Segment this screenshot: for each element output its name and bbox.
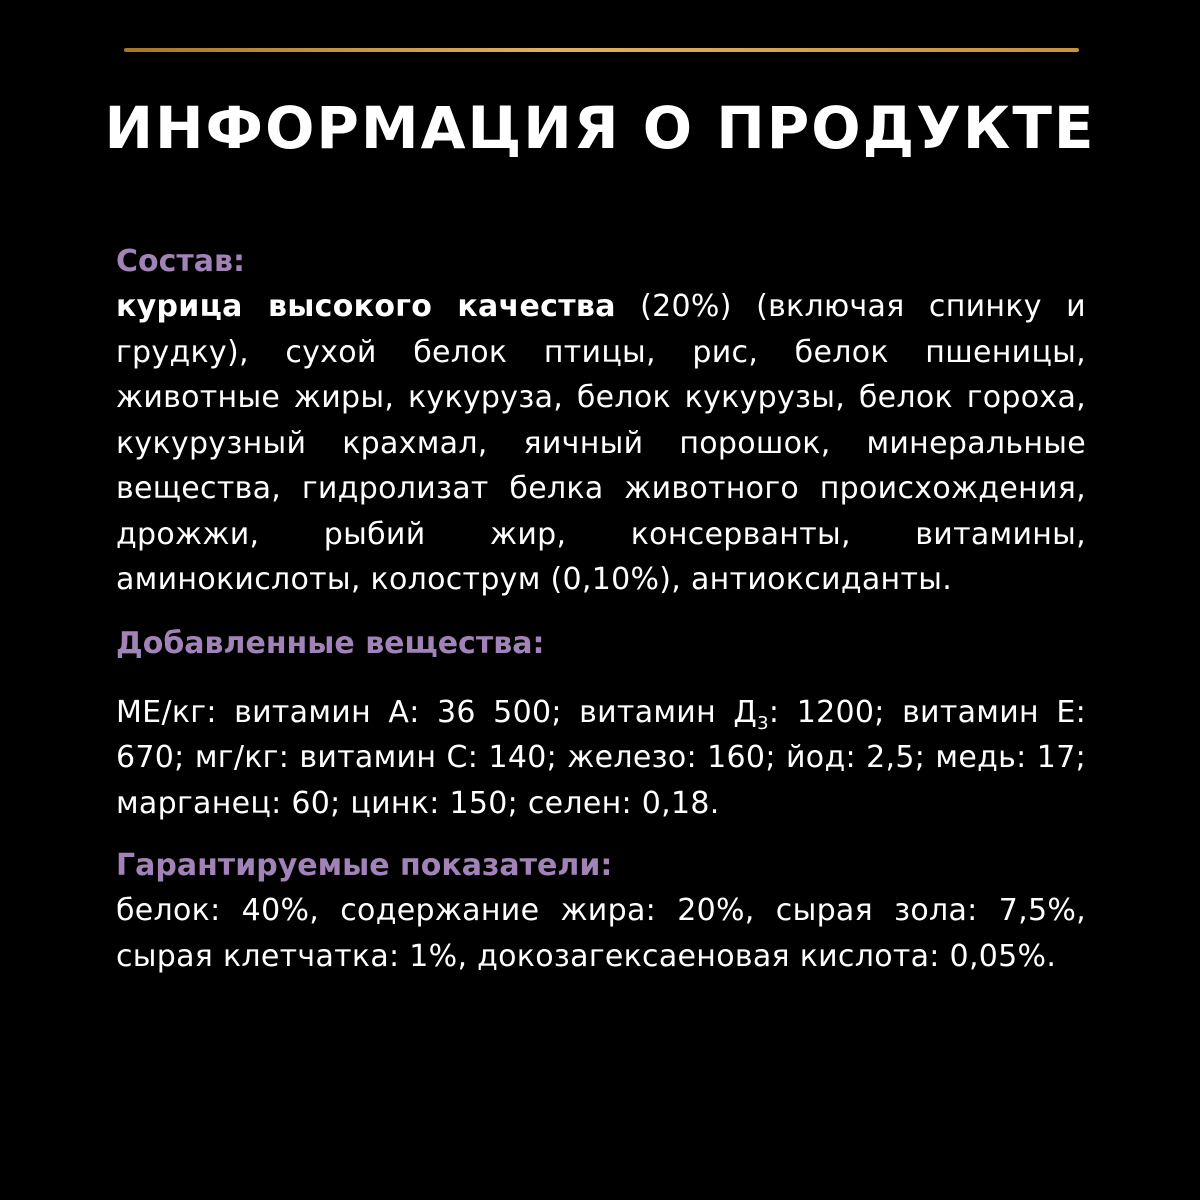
- composition-bold-intro: курица высокого качества: [116, 289, 616, 324]
- added-substances-part-1: МЕ/кг: витамин А: 36 500; витамин Д: [116, 694, 758, 730]
- composition-body: (20%) (включая спинку и грудку), сухой белок птицы, рис, белок пшеницы, животные жиры, кукуруза, белок кукурузы, белок гороха, кукурузный крахмал, яичный порошок, минеральные вещества, гидролизат белка животного происхождения, дрожжи, рыбий жир, консерванты, витамины, аминокислоты, колострум (0,10%), антиоксиданты.: [116, 289, 1086, 597]
- composition-text: [116, 284, 1086, 603]
- top-divider: [124, 48, 1079, 52]
- guaranteed-text: белок: 40%, содержание жира: 20%, сырая зола: 7,5%, сырая клетчатка: 1%, докозагексаеновая кислота: 0,05%.: [116, 893, 1086, 974]
- added-substances-text: [116, 690, 1086, 827]
- added-substances-heading: Добавленные вещества:: [116, 625, 545, 661]
- vitamin-d-subscript: 3: [757, 712, 769, 734]
- guaranteed-heading: Гарантируемые показатели:: [116, 848, 613, 883]
- product-info-content: [116, 240, 1086, 979]
- composition-heading: Состав:: [116, 244, 246, 279]
- page-title: ИНФОРМАЦИЯ О ПРОДУКТЕ: [104, 94, 1096, 162]
- added-substances-part-2: : 1200; витамин Е: 670; мг/кг: витамин С: 140; железо: 160; йод: 2,5; медь: 17; марганец: 60; цинк: 150; селен: 0,18.: [116, 694, 1086, 821]
